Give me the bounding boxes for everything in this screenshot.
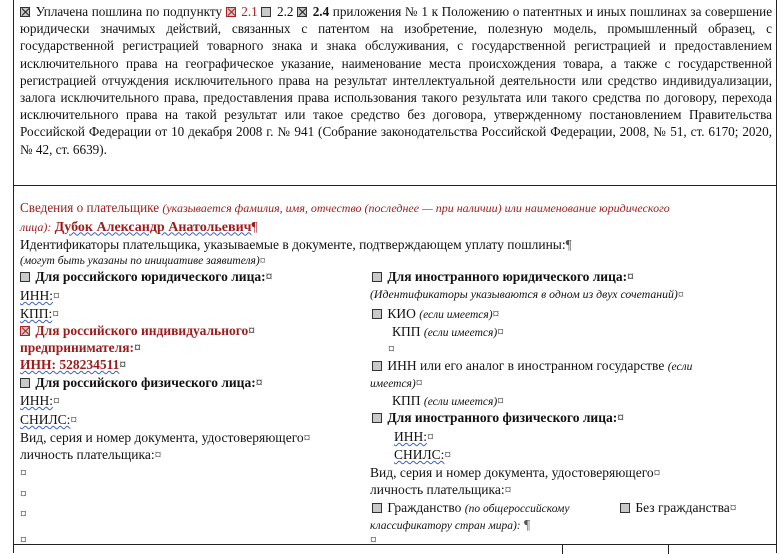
citizenship-row-cont[interactable] [370,516,530,535]
ru-phys-label: Для российского физического лица: [35,375,256,390]
ru-ip-checkbox[interactable] [20,326,30,336]
ru-legal-kpp-label: КПП: [20,306,53,321]
pilcrow-mark: ¶ [251,218,258,234]
cell-end-mark: ¤ [497,324,504,339]
empty-cell-mark: ¤ [388,341,395,356]
cell-end-mark: ¤ [154,447,162,462]
kio-label: КИО [387,306,416,321]
foreign-doc-label: Вид, серия и номер документа, удостоверяющего [370,465,654,480]
citizenship-label: Гражданство [387,500,462,515]
subparagraph-2-4-label: 2.4 [312,4,330,19]
ru-legal-row [20,268,272,285]
payer-hint-cont: лица): [20,219,52,234]
ru-legal-kpp[interactable] [20,305,59,322]
citizenship-checkbox[interactable] [372,503,382,513]
ru-phys-checkbox[interactable] [20,378,30,388]
cell-end-mark: ¤ [53,288,60,303]
subparagraph-2-2-checkbox[interactable] [261,7,271,17]
foreign-phys-snils[interactable] [394,446,451,463]
ru-phys-inn[interactable] [20,392,60,409]
ru-phys-snils[interactable] [20,411,77,428]
payer-section [20,199,772,236]
kpp-row[interactable] [392,323,504,342]
kio-checkbox[interactable] [372,309,382,319]
kio-hint: (если имеется) [419,309,493,321]
foreign-phys-snils-label: СНИЛС: [394,447,445,462]
no-citizenship-label: Без гражданства [635,500,730,515]
cell-end-mark: ¤ [255,375,263,390]
ru-ip-inn-value: ИНН: 528234511 [20,357,120,372]
paid-checkbox[interactable] [20,7,30,17]
subparagraph-2-4-checkbox[interactable] [297,7,307,17]
payer-hint: (указывается фамилия, имя, отчество (последнее — при наличии) или наименование юридического [162,201,670,215]
foreign-phys-checkbox[interactable] [372,413,382,423]
foreign-legal-row [372,268,634,285]
foreign-legal-label: Для иностранного юридического лица: [387,269,628,284]
cell-end-mark: ¤ [70,412,78,427]
cell-end-mark: ¤ [303,430,311,445]
fee-prefix: Уплачена пошлина по подпункту [35,4,223,19]
foreign-legal-hint [370,286,684,303]
ru-phys-snils-label: СНИЛС: [20,412,71,427]
cell-end-mark: ¤ [497,393,504,408]
identifiers-text: Идентификаторы плательщика, указываемые в документе, подтверждающем уплату пошлины: [20,237,566,252]
foreign-doc-label-cont: личность плательщика: [370,482,505,497]
foreign-phys-label: Для иностранного физического лица: [387,410,618,425]
pilcrow-mark: ¶ [565,237,572,252]
kpp-label: КПП [392,324,421,339]
ru-legal-inn-label: ИНН: [20,288,53,303]
ru-ip-label-cont: предпринимателя: [20,340,135,355]
cell-end-mark: ¤ [265,269,273,284]
empty-cell-mark: ¤ [20,506,27,521]
kpp-hint: (если имеется) [423,327,498,339]
foreign-phys-row [372,409,624,426]
cell-end-mark: ¤ [415,375,423,390]
empty-cell-mark: ¤ [370,532,377,547]
kpp2-hint: (если имеется) [423,396,498,408]
foreign-doc-row [370,464,660,481]
foreign-phys-inn[interactable] [394,428,434,445]
payer-name[interactable]: Дубок Александр Анатольевич [54,219,252,235]
ru-legal-checkbox[interactable] [20,272,30,282]
empty-cell-mark: ¤ [20,486,27,501]
cell-end-mark: ¤ [627,269,634,284]
subparagraph-2-1-checkbox[interactable] [226,7,236,17]
cell-end-mark: ¤ [492,306,500,321]
cell-end-mark: ¤ [427,429,434,444]
no-citizenship-row [620,499,737,516]
ru-phys-row [20,374,262,391]
foreign-legal-hint-text: (Идентификаторы указываются в одном из двух сочетаний) [370,287,678,301]
subparagraph-2-1-label: 2.1 [241,4,258,19]
kpp2-label: КПП [392,393,421,408]
payer-heading: Сведения о плательщике [20,200,160,215]
empty-cell-mark: ¤ [20,532,27,547]
cell-end-mark: ¤ [677,287,684,301]
foreign-phys-inn-label: ИНН: [394,429,427,444]
foreign-legal-checkbox[interactable] [372,272,382,282]
cell-end-mark: ¤ [119,357,127,372]
ru-doc-label-cont: личность плательщика: [20,447,155,462]
fee-body-text: приложения № 1 к Положению о патентных и иных пошлинах за совершение юридически значимых действий, связанных с патентом на изобретение, полезную модель, промышленный образец, с государственной регистрацией товарного знака и знака обслуживания, с государственной регистрацией и предоставлением исключительного права на географическое указание, наименование места происхождения товара, а также с государственной регистрацией отчуждения исключительного права на результат интеллектуальной деятельности или средство индивидуализации, залога исключительного права, предоставления права использования такого результата или такого средства по договору, перехода исключительного права на такой результат или такое средство без договора, утвержденному постановлением Правительства Российской Федерации от 10 декабря 2008 г. № 941 (Собрание законодательства Российской Федерации, 2008, № 51, ст. 6170; 2020, № 42, ст. 6639). [20,4,773,157]
foreign-doc-row-cont[interactable] [370,481,511,498]
document-page [13,0,777,553]
inn-analog-label: ИНН или его аналог в иностранном государстве [387,358,665,373]
cell-end-mark: ¤ [444,447,452,462]
ru-legal-inn[interactable] [20,287,60,304]
cell-end-mark: ¤ [653,465,661,480]
ru-ip-row-cont [20,339,141,356]
ru-legal-label: Для российского юридического лица: [35,269,266,284]
ru-doc-row [20,429,310,446]
ru-phys-inn-label: ИНН: [20,393,53,408]
inn-analog-hint-cont: имеется) [370,378,416,390]
cell-end-mark: ¤ [53,393,60,408]
identifiers-label [20,236,572,253]
ru-doc-row-cont[interactable] [20,446,161,463]
inn-analog-checkbox[interactable] [372,361,382,371]
kio-row [372,305,499,324]
cell-end-mark: ¤ [248,323,256,338]
pilcrow-mark: ¶ [523,517,531,532]
subparagraph-2-2-label: 2.2 [276,4,294,19]
identifiers-hint-text: (могут быть указаны по инициативе заявителя) [20,255,260,267]
cell-end-mark: ¤ [259,255,266,267]
inn-analog-row-cont [370,374,422,393]
cell-end-mark: ¤ [52,306,60,321]
cell-end-mark: ¤ [504,482,512,497]
citizenship-hint: (по общероссийскому [464,503,570,515]
inn-analog-hint: (если [667,361,693,373]
empty-cell-mark: ¤ [20,465,27,480]
fee-paragraph [14,0,776,186]
ru-ip-inn[interactable] [20,356,126,373]
cell-end-mark: ¤ [617,410,624,425]
cell-end-mark: ¤ [729,500,737,515]
ru-ip-label: Для российского индивидуального [35,323,249,338]
ru-doc-label: Вид, серия и номер документа, удостоверяющего [20,430,304,445]
ru-ip-row [20,322,255,339]
no-citizenship-checkbox[interactable] [620,503,630,513]
citizenship-hint-cont: классификатору стран мира): [370,520,521,532]
cell-end-mark: ¤ [134,340,141,355]
